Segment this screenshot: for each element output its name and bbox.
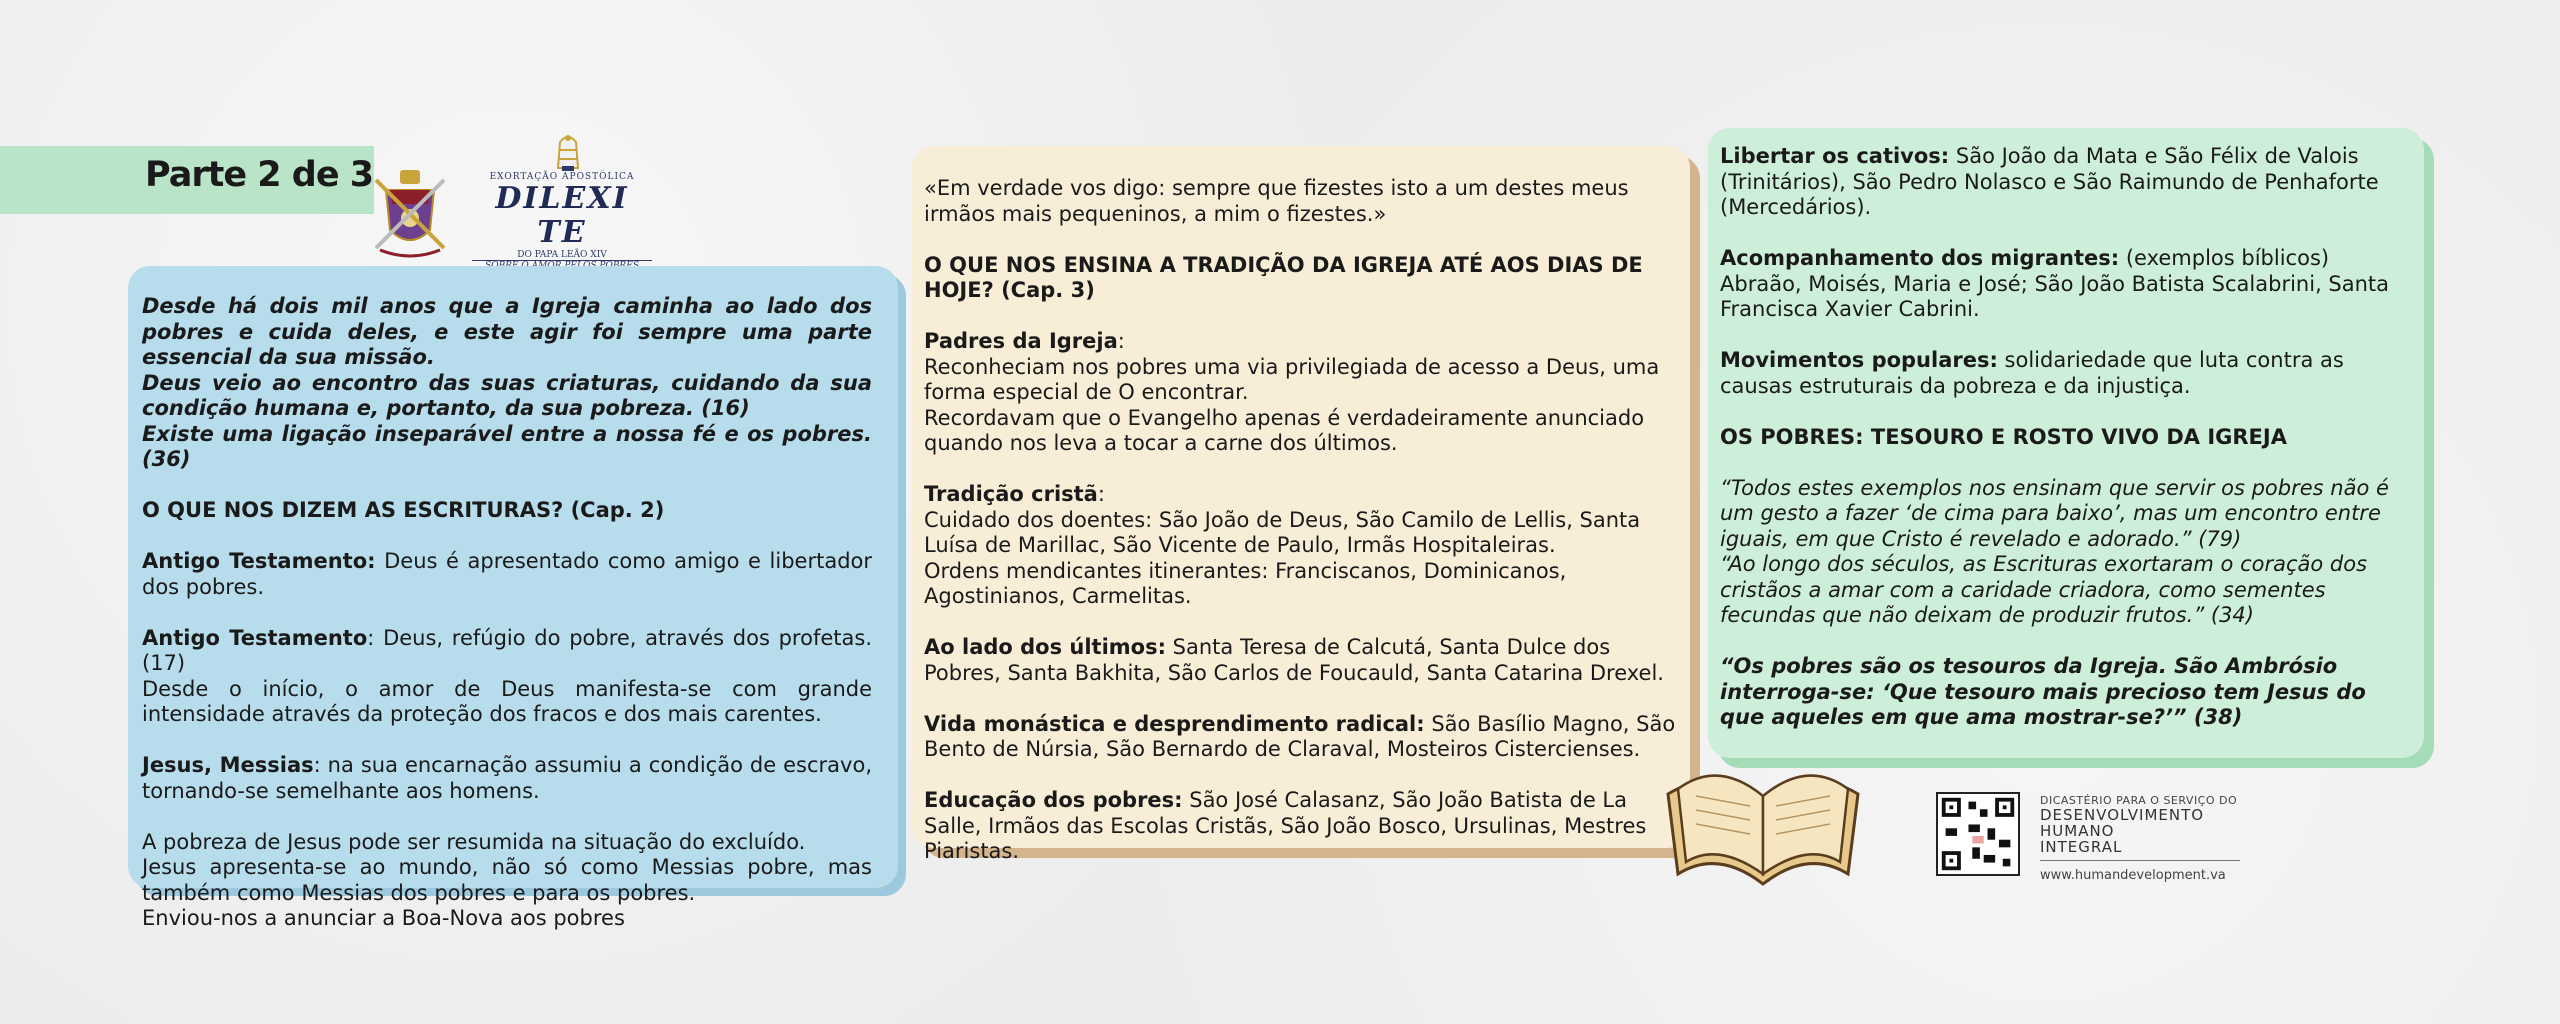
movimentos-item: Movimentos populares: solidariedade que luta contra as causas estruturais da pobreza e da injustiça.	[1720, 348, 2344, 398]
treasure-card	[1708, 128, 2424, 758]
padres-text-2: Recordavam que o Evangelho apenas é verdadeiramente anunciado quando nos leva a tocar a carne dos últimos.	[924, 405, 1645, 455]
open-book-icon	[1658, 734, 1868, 894]
old-testament-1: Antigo Testamento: Deus é apresentado como amigo e libertador dos pobres.	[142, 549, 873, 599]
quote-38: “Os pobres são os tesouros da Igreja. São Ambrósio interroga-se: ‘Que tesouro mais precioso tem Jesus do que aqueles em que ama mostrar-se?’” (38)	[1720, 654, 2366, 729]
intro-line-2: Deus veio ao encontro das suas criaturas, cuidando da sua condição humana e, portanto, da sua pobreza. (16)	[142, 370, 872, 420]
quote-79: “Todos estes exemplos nos ensinam que servir os pobres não é um gesto a fazer ‘de cima para baixo’, mas um encontro entre iguais, em que Cristo é revelado e adorado.” (79)	[1720, 475, 2389, 551]
logo-title: DILEXI TE	[495, 181, 629, 250]
credits-url[interactable]: www.humandevelopment.va	[2040, 868, 2226, 883]
old-testament-2-detail: Desde o início, o amor de Deus manifesta-se com grande intensidade através da proteção dos fracos e dos mais carentes.	[142, 676, 872, 726]
old-testament-2: Antigo Testamento: Deus, refúgio do pobre, através dos profetas. (17)	[142, 625, 872, 675]
poverty-line-2: Jesus apresenta-se ao mundo, não só como Messias pobre, mas também como Messias dos pobres e para os pobres.	[142, 855, 872, 905]
treasure-heading: OS POBRES: TESOURO E ROSTO VIVO DA IGREJA	[1720, 424, 2287, 449]
part-label: Parte 2 de 3	[145, 155, 374, 195]
dicastery-credits	[1936, 792, 2256, 882]
tradicao-label: Tradição cristã:	[924, 482, 1105, 506]
qr-code-icon[interactable]	[1936, 792, 2020, 876]
credits-name-3: INTEGRAL	[2040, 838, 2123, 856]
tradicao-text-1: Cuidado dos doentes: São João de Deus, São Camilo de Lellis, Santa Luísa de Marillac, São Vicente de Paulo, Irmãs Hospitaleiras.	[924, 507, 1641, 557]
scriptures-card	[128, 266, 898, 930]
ultimos-item: Ao lado dos últimos: Santa Teresa de Calcutá, Santa Dulce dos Pobres, Santa Bakhita, São Carlos de Foucauld, Santa Catarina Drexel.	[924, 635, 1664, 685]
logo-line-2: DO PAPA LEÃO XIV	[472, 250, 652, 261]
educacao-item: Educação dos pobres: São José Calasanz, São João Batista de La Salle, Irmãos das Escolas Cristãs, São João Bosco, Ursulinas, Mestres Piaristas.	[924, 788, 1647, 863]
padres-label: Padres da Igreja:	[924, 329, 1125, 353]
credits-name-1: DESENVOLVIMENTO	[2040, 806, 2205, 824]
scriptures-heading: O QUE NOS DIZEM AS ESCRITURAS? (Cap. 2)	[142, 498, 665, 522]
quote-34: “Ao longo dos séculos, as Escrituras exortaram o coração dos cristãos a amar com a caridade criadora, como sementes fecundas que não deixam de produzir frutos.” (34)	[1720, 552, 2368, 627]
intro-line-3: Existe uma ligação inseparável entre a nossa fé e os pobres. (36)	[142, 421, 872, 471]
tradition-card	[912, 146, 1690, 863]
jesus-messias: Jesus, Messias: na sua encarnação assumiu a condição de escravo, tornando-se semelhante aos homens.	[142, 753, 872, 803]
migrantes-item: Acompanhamento dos migrantes: (exemplos bíblicos) Abraão, Moisés, Maria e José; São João Batista Scalabrini, Santa Francisca Xavier Cabrini.	[1720, 246, 2390, 321]
poverty-line-1: A pobreza de Jesus pode ser resumida na situação do excluído.	[142, 829, 806, 854]
poverty-line-3: Enviou-nos a anunciar a Boa-Nova aos pobres	[142, 906, 625, 930]
cativos-item: Libertar os cativos: São João da Mata e São Félix de Valois (Trinitários), São Pedro Nolasco e São Raimundo de Penhaforte (Mercedários).	[1720, 144, 2379, 219]
credits-line-1: DICASTÉRIO PARA O SERVIÇO DO	[2040, 794, 2238, 807]
logo-line-1: EXORTAÇÃO APOSTÓLICA	[489, 172, 635, 182]
tradicao-text-2: Ordens mendicantes itinerantes: Franciscanos, Dominicanos, Agostinianos, Carmelitas.	[924, 558, 1567, 608]
credits-divider	[2040, 860, 2240, 861]
gospel-quote: «Em verdade vos digo: sempre que fizestes isto a um destes meus irmãos mais pequeninos, a mim o fizestes.»	[924, 176, 1629, 226]
tradition-heading: O QUE NOS ENSINA A TRADIÇÃO DA IGREJA ATÉ AOS DIAS DE HOJE? (Cap. 3)	[924, 252, 1643, 302]
padres-text-1: Reconheciam nos pobres uma via privilegiada de acesso a Deus, uma forma especial de O encontrar.	[924, 354, 1660, 404]
vida-monastica-item: Vida monástica e desprendimento radical: São Basílio Magno, São Bento de Núrsia, São Bernardo de Claraval, Mosteiros Cistercienses.	[924, 711, 1676, 761]
credits-name-2: HUMANO	[2040, 822, 2115, 840]
papal-tiara-icon	[550, 132, 586, 172]
intro-line-1: Desde há dois mil anos que a Igreja caminha ao lado dos pobres e cuida deles, e este agir foi sempre uma parte essencial da sua missão.	[142, 294, 872, 369]
papal-coat-of-arms-icon	[370, 170, 450, 260]
dilexi-te-logo	[370, 130, 660, 260]
